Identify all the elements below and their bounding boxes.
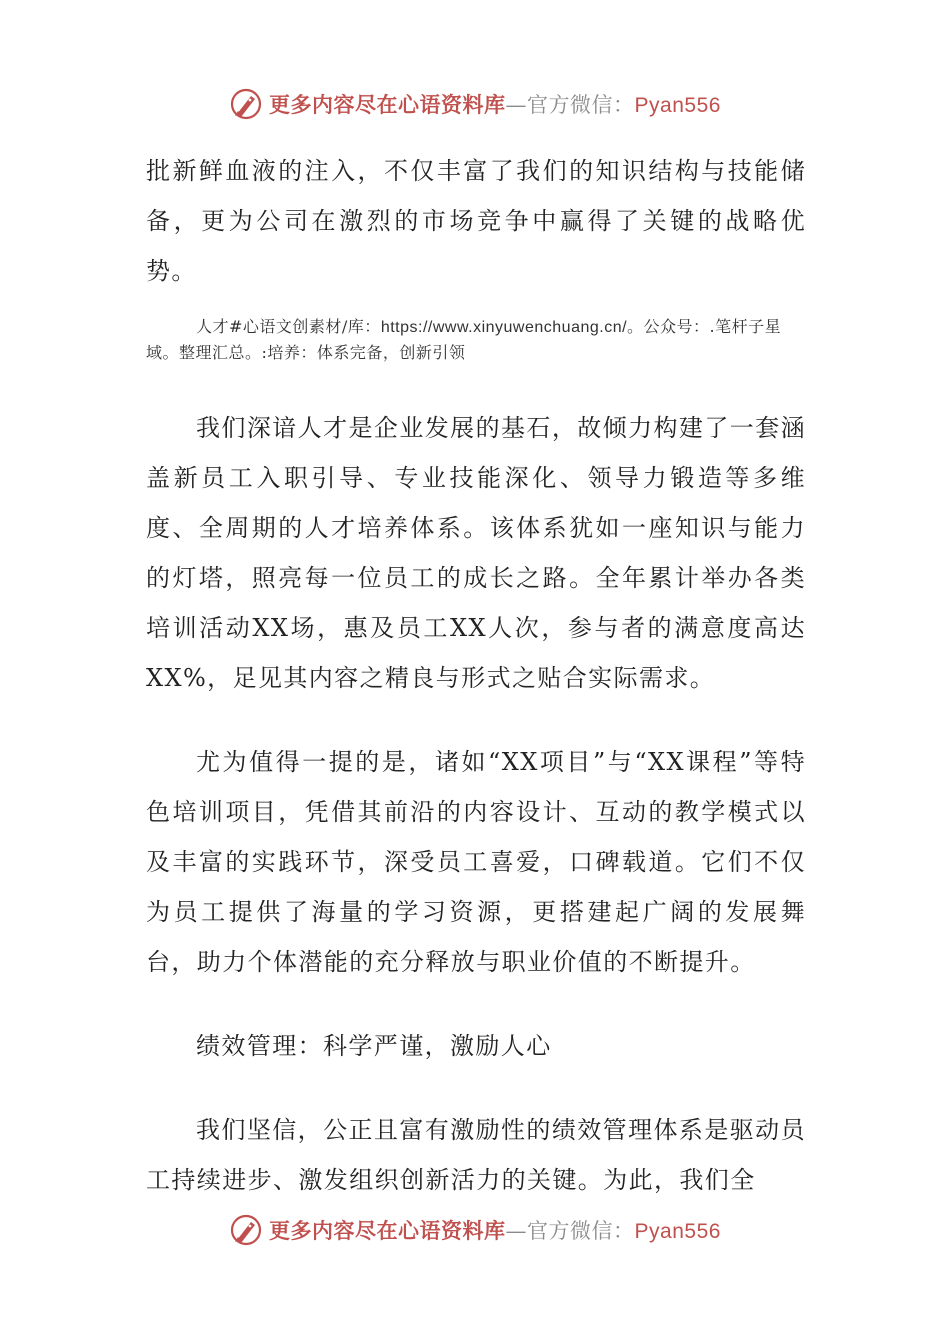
pen-nib-logo-icon bbox=[229, 87, 263, 121]
banner-wechat-id: Pyan556 bbox=[634, 1220, 721, 1243]
paragraph-continued: 批新鲜血液的注入，不仅丰富了我们的知识结构与技能储备，更为公司在激烈的市场竞争中赢得了关键的战略优势。 bbox=[146, 157, 806, 285]
paragraph-featured-training: 尤为值得一提的是，诸如“XX项目”与“XX课程”等特色培训项目，凭借其前沿的内容设计、互动的教学模式以及丰富的实践环节，深受员工喜爱，口碑载道。它们不仅为员工提供了海量的学习资源，更搭建起广阔的发展舞台，助力个体潜能的充分释放与职业价值的不断提升。 bbox=[146, 748, 806, 976]
banner-wechat-id: Pyan556 bbox=[634, 94, 721, 117]
pen-nib-logo-icon bbox=[229, 1213, 263, 1247]
banner-main-text: 更多内容尽在心语资料库 bbox=[269, 1218, 506, 1243]
banner-dash-text: —官方微信： bbox=[505, 1219, 635, 1243]
note-suffix: 。公众号：.笔杆子星域。整理汇总。:培养：体系完备，创新引领 bbox=[146, 317, 782, 362]
banner-dash-text: —官方微信： bbox=[505, 93, 635, 117]
note-url: https://www.xinyuwenchuang.cn/ bbox=[380, 319, 628, 336]
banner-text bbox=[269, 1215, 721, 1245]
document-body bbox=[146, 146, 806, 1205]
note-prefix: 人才#心语文创素材/库： bbox=[196, 317, 381, 336]
footer-banner bbox=[0, 1210, 950, 1250]
source-note bbox=[146, 314, 806, 365]
banner-main-text: 更多内容尽在心语资料库 bbox=[269, 92, 506, 117]
paragraph-performance: 我们坚信，公正且富有激励性的绩效管理体系是驱动员工持续进步、激发组织创新活力的关键。为此，我们全 bbox=[146, 1116, 806, 1194]
paragraph-talent-system: 我们深谙人才是企业发展的基石，故倾力构建了一套涵盖新员工入职引导、专业技能深化、领导力锻造等多维度、全周期的人才培养体系。该体系犹如一座知识与能力的灯塔，照亮每一位员工的成长之路。全年累计举办各类培训活动XX场，惠及员工XX人次，参与者的满意度高达XX%，足见其内容之精良与形式之贴合实际需求。 bbox=[146, 414, 806, 692]
banner-text bbox=[269, 89, 721, 119]
section-heading: 绩效管理：科学严谨，激励人心 bbox=[196, 1032, 552, 1060]
header-banner bbox=[0, 84, 950, 124]
